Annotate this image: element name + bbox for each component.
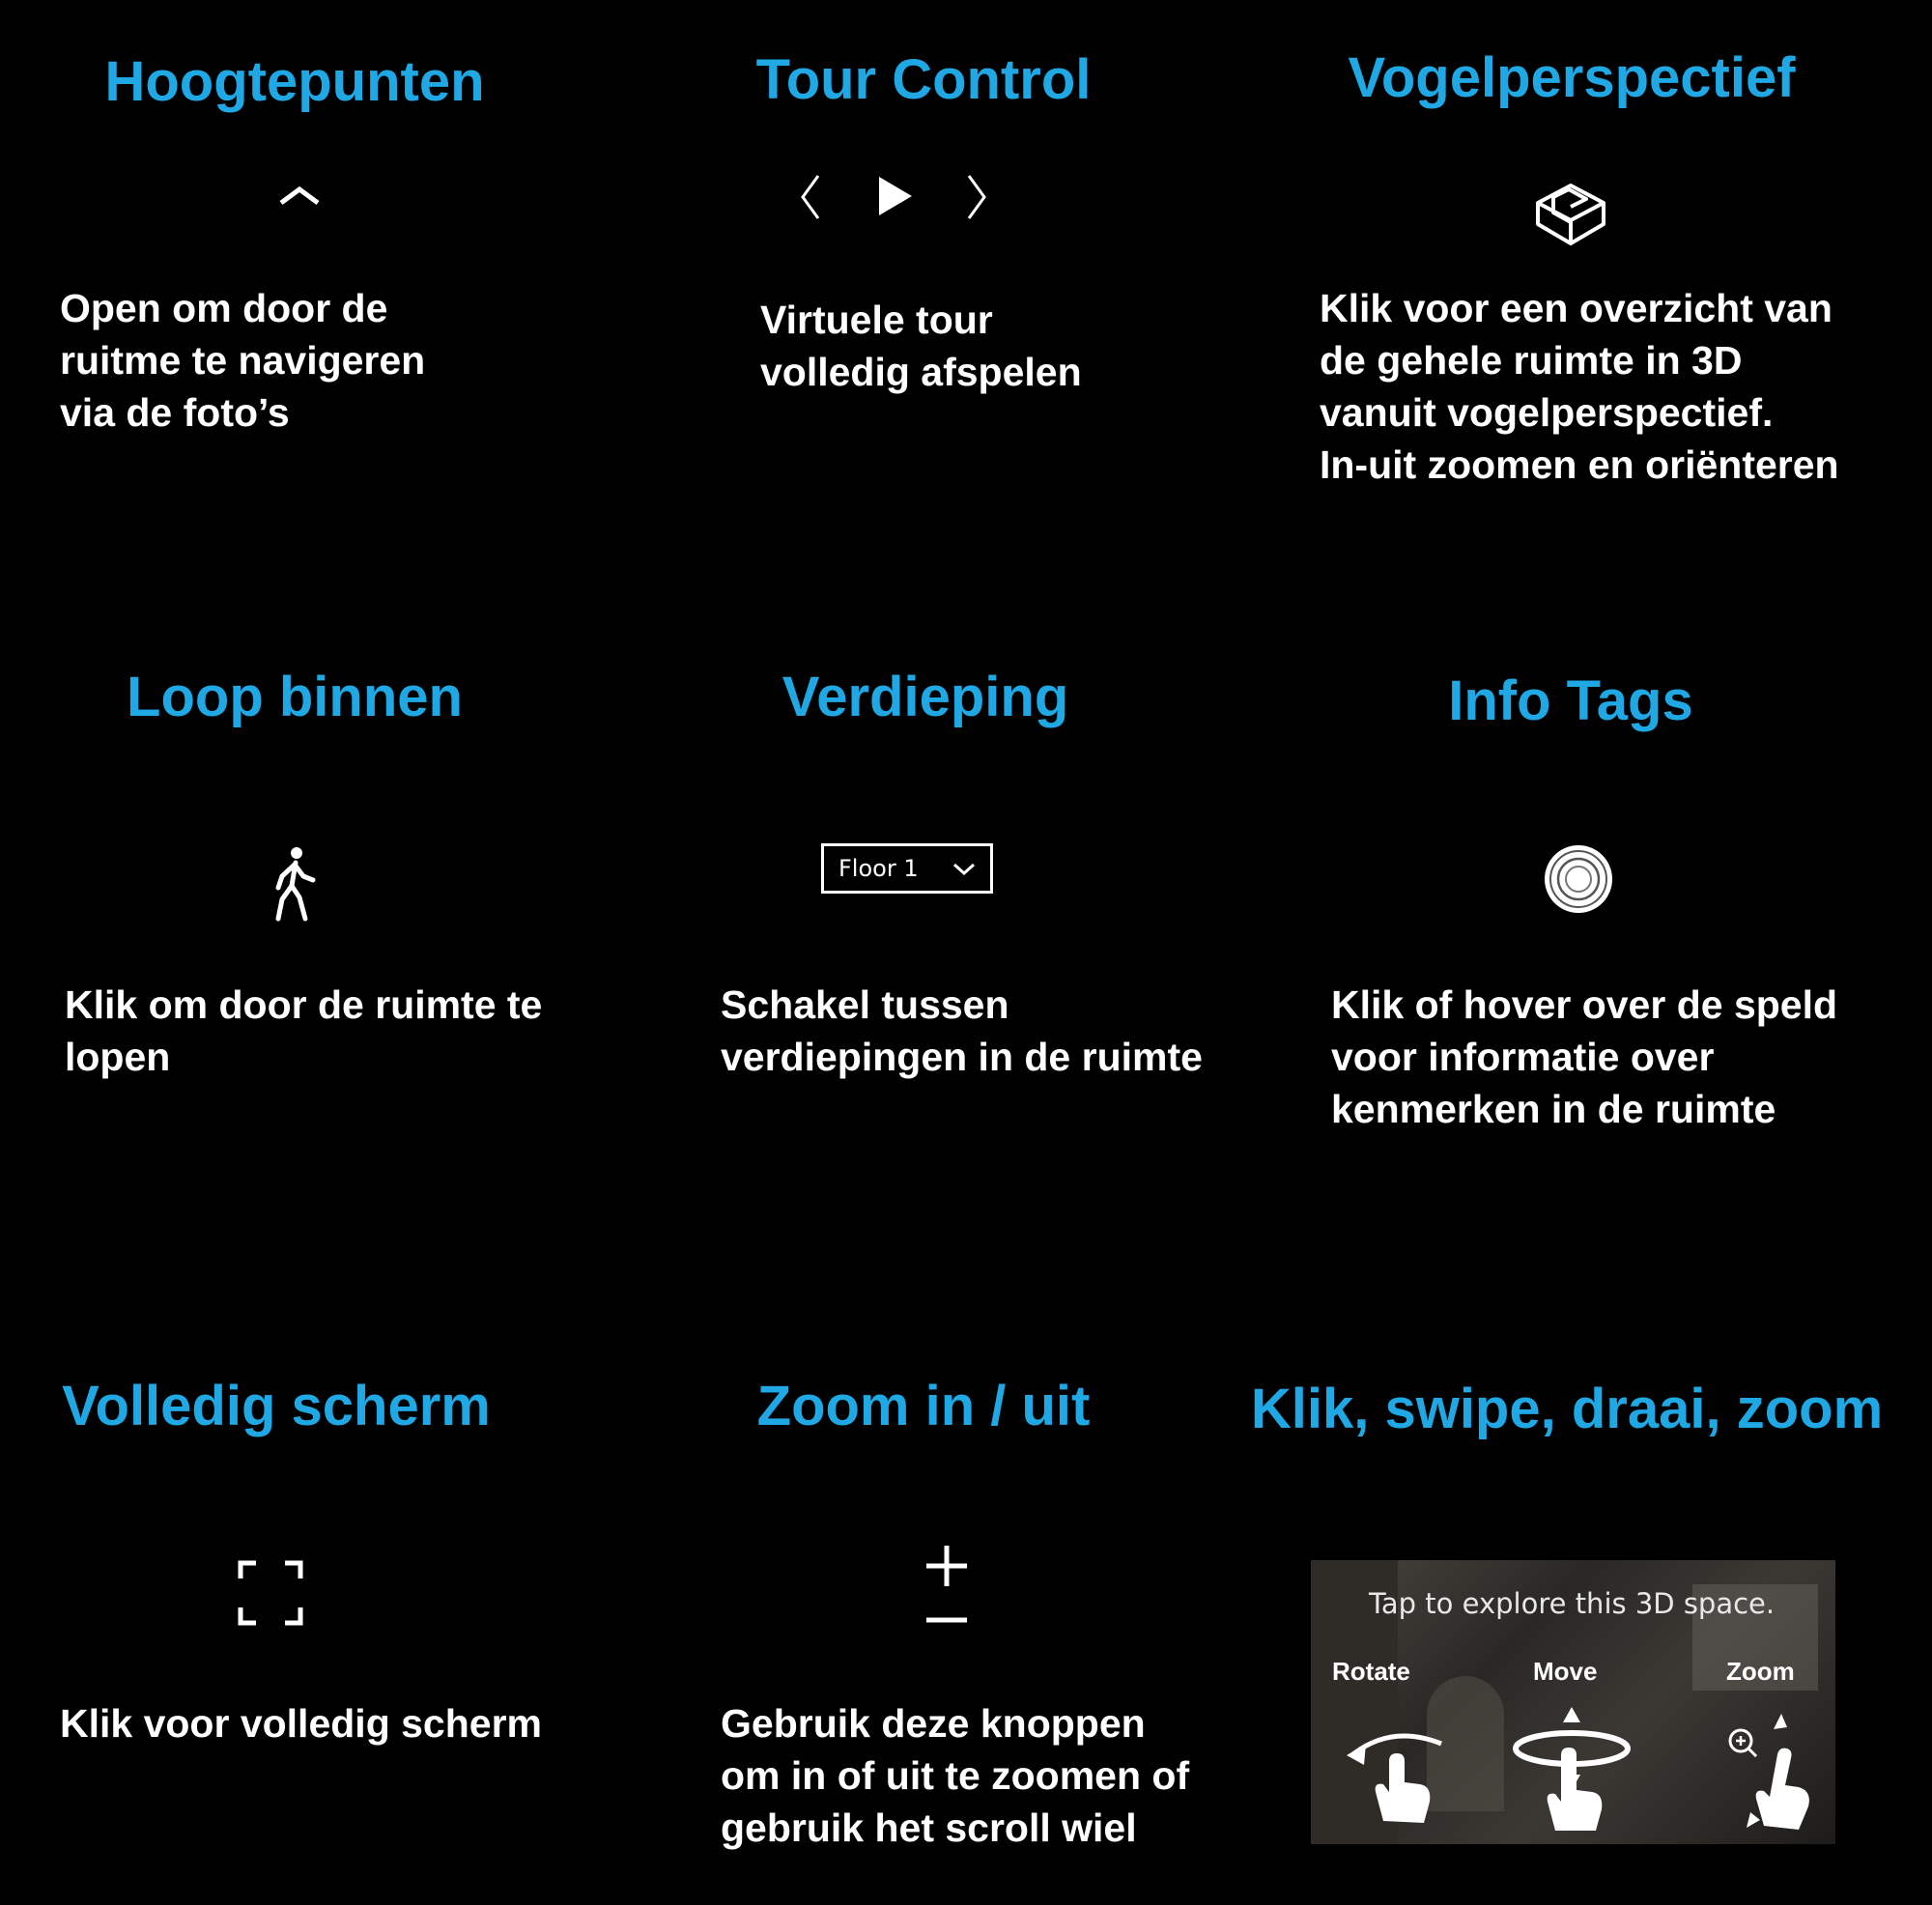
zoom-out-icon[interactable] — [924, 1615, 969, 1625]
zoom-controls — [923, 1544, 971, 1650]
walking-person-icon[interactable] — [270, 845, 319, 923]
play-icon[interactable] — [876, 174, 915, 218]
floor-dropdown[interactable] — [821, 843, 993, 894]
title-gestures: Klik, swipe, draai, zoom — [1250, 1378, 1884, 1440]
desc-hoogtepunten: Open om door de ruitme te navigeren via de foto’s — [60, 286, 426, 435]
desc-zoom: Gebruik deze knoppen om in of uit te zoomen of gebruik het scroll wiel — [721, 1701, 1190, 1850]
desc-loop-binnen: Klik om door de ruimte te lopen — [65, 982, 543, 1079]
gesture-label-rotate: Rotate — [1332, 1657, 1410, 1686]
title-zoom: Zoom in / uit — [756, 1375, 1091, 1437]
zoom-gesture-icon — [1721, 1710, 1818, 1835]
gesture-caption: Tap to explore this 3D space. — [1369, 1587, 1776, 1620]
zoom-in-icon[interactable] — [924, 1544, 969, 1588]
desc-volledig-scherm: Klik voor volledig scherm — [60, 1701, 542, 1746]
desc-tour-control: Virtuele tour volledig afspelen — [760, 298, 1082, 394]
title-tour-control: Tour Control — [755, 48, 1092, 111]
dollhouse-icon[interactable] — [1534, 174, 1607, 247]
title-vogelperspectief: Vogelperspectief — [1348, 46, 1796, 109]
gesture-hint-image — [1311, 1560, 1835, 1844]
rotate-gesture-icon — [1345, 1715, 1461, 1831]
title-volledig-scherm: Volledig scherm — [62, 1375, 491, 1437]
chevron-left-icon[interactable] — [797, 173, 824, 221]
chevron-down-icon — [952, 862, 977, 877]
title-verdieping: Verdieping — [781, 666, 1069, 728]
desc-info-tags: Klik of hover over de speld voor informatie over kenmerken in de ruimte — [1331, 982, 1838, 1131]
chevron-up-icon[interactable] — [277, 184, 322, 209]
title-info-tags: Info Tags — [1448, 669, 1693, 732]
fullscreen-icon[interactable] — [237, 1559, 304, 1627]
title-hoogtepunten: Hoogtepunten — [104, 50, 485, 113]
title-loop-binnen: Loop binnen — [127, 666, 463, 728]
gesture-label-zoom: Zoom — [1726, 1657, 1795, 1686]
chevron-right-icon[interactable] — [963, 173, 990, 221]
info-tag-pin-icon[interactable] — [1542, 842, 1615, 916]
desc-verdieping: Schakel tussen verdiepingen in de ruimte — [721, 982, 1203, 1079]
floor-dropdown-value: Floor 1 — [838, 855, 919, 882]
tour-controls — [792, 170, 995, 224]
gesture-label-move: Move — [1533, 1657, 1598, 1686]
desc-vogelperspectief: Klik voor een overzicht van de gehele ruimte in 3D vanuit vogelperspectief. In-uit zoomen en oriënteren — [1320, 286, 1839, 487]
move-gesture-icon — [1509, 1705, 1634, 1835]
